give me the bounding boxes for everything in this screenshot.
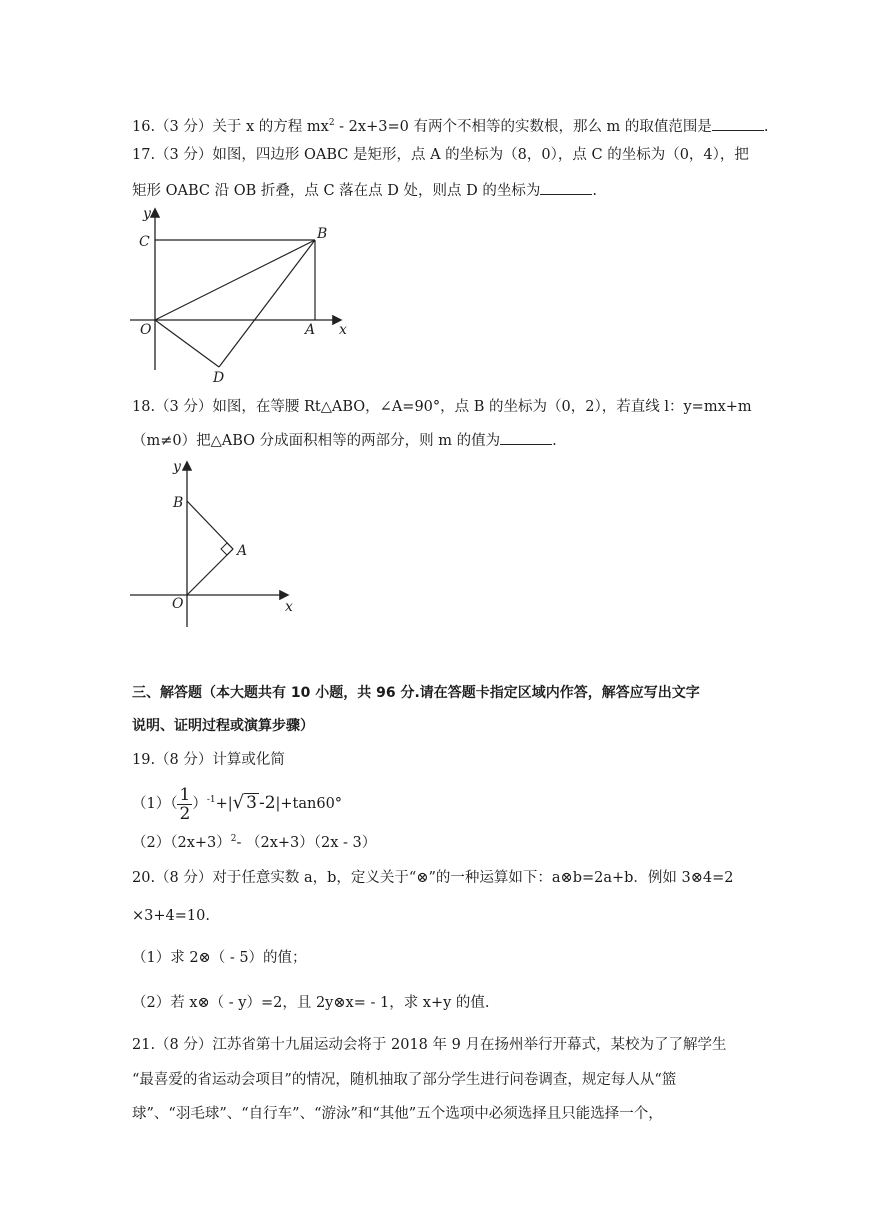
- q18-text: （m≠0）把△ABO 分成面积相等的两部分，则 m 的值为: [132, 433, 501, 449]
- q16-answer-blank: [712, 116, 764, 131]
- question-21-line-3: 球”、“羽毛球”、“自行车”、“游泳”和“其他”五个选项中必须选择且只能选择一个，: [132, 1106, 663, 1122]
- q17-side-db: [219, 240, 315, 367]
- q19-p1-prefix: （1）（: [132, 796, 178, 812]
- section-3-heading-line-2: 说明、证明过程或演算步骤）: [132, 718, 314, 734]
- q19-p2-b: - （2x+3）（2x - 3）: [236, 835, 377, 851]
- q17-diagonal-ob: [155, 240, 315, 320]
- question-18-line-1: 18.（3 分）如图，在等腰 Rt△ABO，∠A=90°，点 B 的坐标为（0，2），若直线 l：y=mx+m: [132, 399, 752, 415]
- q19-p2-a: （2）（2x+3）: [132, 835, 231, 851]
- question-17-line-2: [132, 180, 597, 201]
- question-16: [132, 113, 769, 137]
- q18-answer-blank: [500, 430, 552, 445]
- q17-end: .: [592, 183, 597, 199]
- question-19-title: 19.（8 分）计算或化简: [132, 752, 285, 768]
- question-20-part-1: （1）求 2⊗（ - 5）的值；: [132, 950, 307, 966]
- q18-label-y: y: [173, 459, 181, 475]
- q18-label-o: O: [172, 596, 184, 612]
- q19-after-sqrt: -2: [258, 793, 276, 813]
- q17-figure: [125, 200, 365, 385]
- question-20-line-2: ×3+4=10.: [132, 908, 210, 924]
- q18-label-b: B: [173, 495, 184, 511]
- question-21-line-2: “最喜爱的省运动会项目”的情况，随机抽取了部分学生进行问卷调查，规定每人从“篮: [132, 1072, 677, 1088]
- q18-side-ao: [187, 549, 233, 595]
- q19-fraction-denominator: 2: [179, 803, 191, 824]
- question-18-line-2: [132, 430, 557, 451]
- q19-fraction-numerator: 1: [179, 784, 191, 805]
- q19-p2-exponent: 2: [230, 834, 237, 844]
- q18-figure: [125, 455, 305, 635]
- q17-label-c: C: [139, 234, 150, 250]
- q18-label-a: A: [237, 543, 248, 559]
- q17-label-x: x: [339, 322, 347, 338]
- q17-label-d: D: [213, 370, 225, 385]
- q19-fraction: [177, 786, 192, 823]
- q19-sqrt-radicand: 3: [246, 793, 257, 813]
- q19-p1-end: |+tan60°: [275, 796, 343, 812]
- question-21-line-1: 21.（8 分）江苏省第十九届运动会将于 2018 年 9 月在扬州举行开幕式，某校为了了解学生: [132, 1037, 727, 1053]
- question-20-part-2: （2）若 x⊗（ - y）=2，且 2y⊗x= - 1，求 x+y 的值.: [132, 995, 490, 1011]
- q18-right-angle-mark: [221, 543, 233, 555]
- q18-label-x: x: [285, 599, 293, 615]
- q17-answer-blank: [540, 180, 592, 195]
- question-17-line-1: 17.（3 分）如图，四边形 OABC 是矩形，点 A 的坐标为（8，0），点 C 的坐标为（0，4），把: [132, 147, 749, 163]
- q17-label-b: B: [317, 226, 328, 242]
- sqrt-sign-icon: √: [232, 792, 245, 813]
- q18-side-ba: [187, 501, 233, 549]
- q16-exponent: 2: [328, 118, 335, 128]
- q16-text-after: - 2x+3=0 有两个不相等的实数根，那么 m 的取值范围是: [334, 119, 712, 135]
- question-19-part-1: [132, 780, 343, 824]
- q19-p1-mid: +|: [215, 796, 233, 812]
- q17-label-a: A: [305, 322, 316, 338]
- q19-p1-exponent: -1: [206, 795, 216, 805]
- q16-end: .: [763, 119, 769, 135]
- q17-side-od: [155, 320, 219, 367]
- q17-label-o: O: [140, 322, 152, 338]
- section-3-heading-line-1: 三、解答题（本大题共有 10 小题，共 96 分.请在答题卡指定区域内作答，解答应写出文字: [132, 685, 700, 701]
- question-19-part-2: [132, 829, 376, 853]
- q16-text-before: 16.（3 分）关于 x 的方程 mx: [132, 119, 329, 135]
- q17-text: 矩形 OABC 沿 OB 折叠，点 C 落在点 D 处，则点 D 的坐标为: [132, 183, 541, 199]
- q19-p1-close: ）: [192, 796, 207, 812]
- q18-end: .: [552, 433, 557, 449]
- question-20-line-1: 20.（8 分）对于任意实数 a，b，定义关于“⊗”的一种运算如下：a⊗b=2a+b．例如 3⊗4=2: [132, 870, 734, 886]
- q17-label-y: y: [143, 206, 151, 222]
